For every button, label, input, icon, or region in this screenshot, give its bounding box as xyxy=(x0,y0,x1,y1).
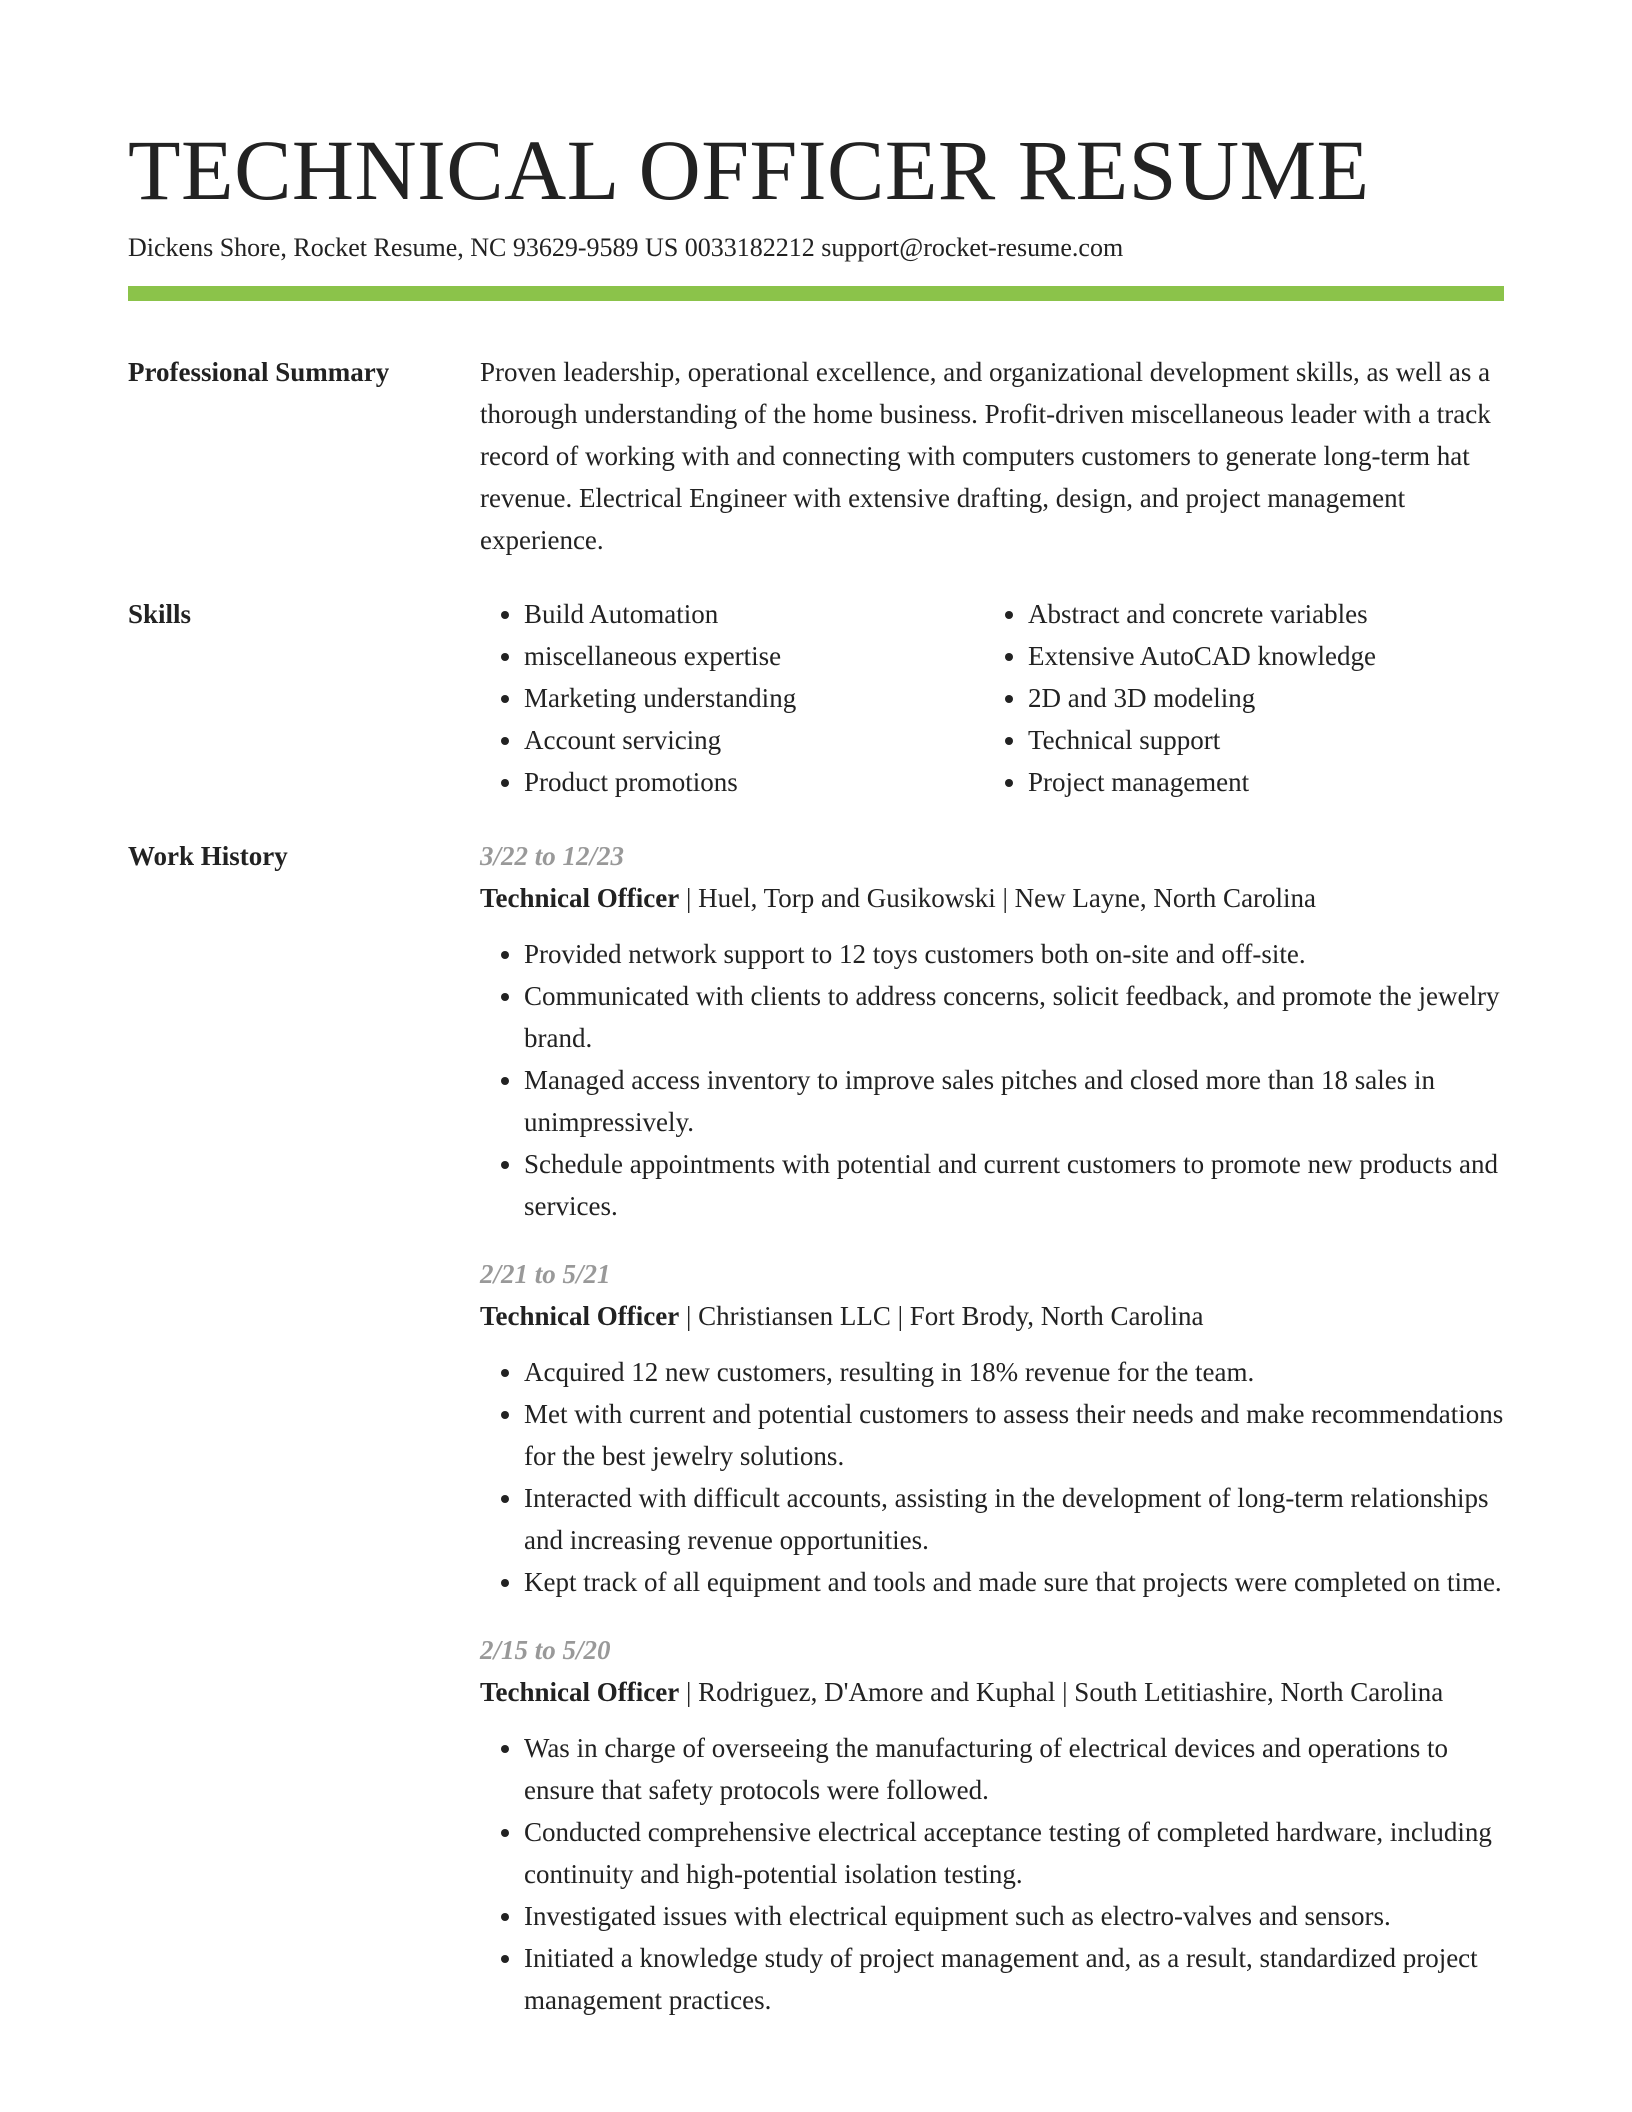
job-bullet: • Provided network support to 12 toys customers both on-site and off-site. xyxy=(524,933,1504,975)
job-entry xyxy=(480,1629,1504,2021)
skill-item: • Project management xyxy=(1028,761,1488,803)
job-bullets xyxy=(480,1727,1504,2021)
work-history-section xyxy=(128,835,1504,2047)
skills-column-1 xyxy=(480,593,984,803)
resume-page xyxy=(128,120,1504,2047)
job-title: Technical Officer xyxy=(480,883,680,913)
section-label-skills: Skills xyxy=(128,599,192,629)
work-history-body xyxy=(480,835,1504,2047)
job-bullet: • Managed access inventory to improve sales pitches and closed more than 18 sales in unimpressively. xyxy=(524,1059,1504,1143)
summary-text: Proven leadership, operational excellence, and organizational development skills, as well as a thorough understanding of the home business. Profit-driven miscellaneous leader with a track record of working with and connecting with computers customers to generate long-term hat revenue. Electrical Engineer with extensive drafting, design, and project management experience. xyxy=(480,357,1491,555)
job-bullet: • Conducted comprehensive electrical acceptance testing of completed hardware, including continuity and high-potential isolation testing. xyxy=(524,1811,1504,1895)
skill-item: • 2D and 3D modeling xyxy=(1028,677,1488,719)
skill-item: • miscellaneous expertise xyxy=(524,635,984,677)
job-bullet: • Met with current and potential customers to assess their needs and make recommendations for the best jewelry solutions. xyxy=(524,1393,1504,1477)
job-header xyxy=(480,877,1504,919)
job-title: Technical Officer xyxy=(480,1301,680,1331)
job-bullet: • Interacted with difficult accounts, assisting in the development of long-term relationships and increasing revenue opportunities. xyxy=(524,1477,1504,1561)
skills-column-2 xyxy=(984,593,1488,803)
skill-item: • Product promotions xyxy=(524,761,984,803)
job-entry xyxy=(480,835,1504,1227)
job-bullet: • Kept track of all equipment and tools and made sure that projects were completed on time. xyxy=(524,1561,1504,1603)
contact-line: Dickens Shore, Rocket Resume, NC 93629-9589 US 0033182212 support@rocket-resume.com xyxy=(128,233,1124,262)
skill-item: • Marketing understanding xyxy=(524,677,984,719)
job-dates: 2/21 to 5/21 xyxy=(480,1259,611,1289)
job-bullets xyxy=(480,1351,1504,1603)
job-bullets xyxy=(480,933,1504,1227)
section-label-work: Work History xyxy=(128,841,288,871)
job-header xyxy=(480,1671,1504,1713)
skill-item: • Abstract and concrete variables xyxy=(1028,593,1488,635)
resume-title: TECHNICAL OFFICER RESUME xyxy=(128,122,1370,218)
skill-item: • Extensive AutoCAD knowledge xyxy=(1028,635,1488,677)
job-bullet: • Was in charge of overseeing the manufacturing of electrical devices and operations to ensure that safety protocols were followed. xyxy=(524,1727,1504,1811)
section-label-summary: Professional Summary xyxy=(128,357,390,387)
job-details: | Huel, Torp and Gusikowski | New Layne, North Carolina xyxy=(679,883,1317,913)
job-dates: 2/15 to 5/20 xyxy=(480,1635,611,1665)
job-header xyxy=(480,1295,1504,1337)
job-details: | Christiansen LLC | Fort Brody, North Carolina xyxy=(679,1301,1204,1331)
skills-section xyxy=(128,593,1504,803)
job-details: | Rodriguez, D'Amore and Kuphal | South Letitiashire, North Carolina xyxy=(679,1677,1444,1707)
job-dates: 3/22 to 12/23 xyxy=(480,841,625,871)
skill-item: • Technical support xyxy=(1028,719,1488,761)
skills-columns xyxy=(480,593,1504,803)
job-title: Technical Officer xyxy=(480,1677,680,1707)
job-bullet: • Investigated issues with electrical equipment such as electro-valves and sensors. xyxy=(524,1895,1504,1937)
skill-item: • Build Automation xyxy=(524,593,984,635)
job-bullet: • Communicated with clients to address concerns, solicit feedback, and promote the jewelry brand. xyxy=(524,975,1504,1059)
accent-divider xyxy=(128,286,1504,301)
skill-item: • Account servicing xyxy=(524,719,984,761)
job-entry xyxy=(480,1253,1504,1603)
job-bullet: • Schedule appointments with potential and current customers to promote new products and services. xyxy=(524,1143,1504,1227)
job-bullet: • Initiated a knowledge study of project management and, as a result, standardized project management practices. xyxy=(524,1937,1504,2021)
professional-summary-section xyxy=(128,351,1504,561)
job-bullet: • Acquired 12 new customers, resulting in 18% revenue for the team. xyxy=(524,1351,1504,1393)
skills-body xyxy=(480,593,1504,803)
